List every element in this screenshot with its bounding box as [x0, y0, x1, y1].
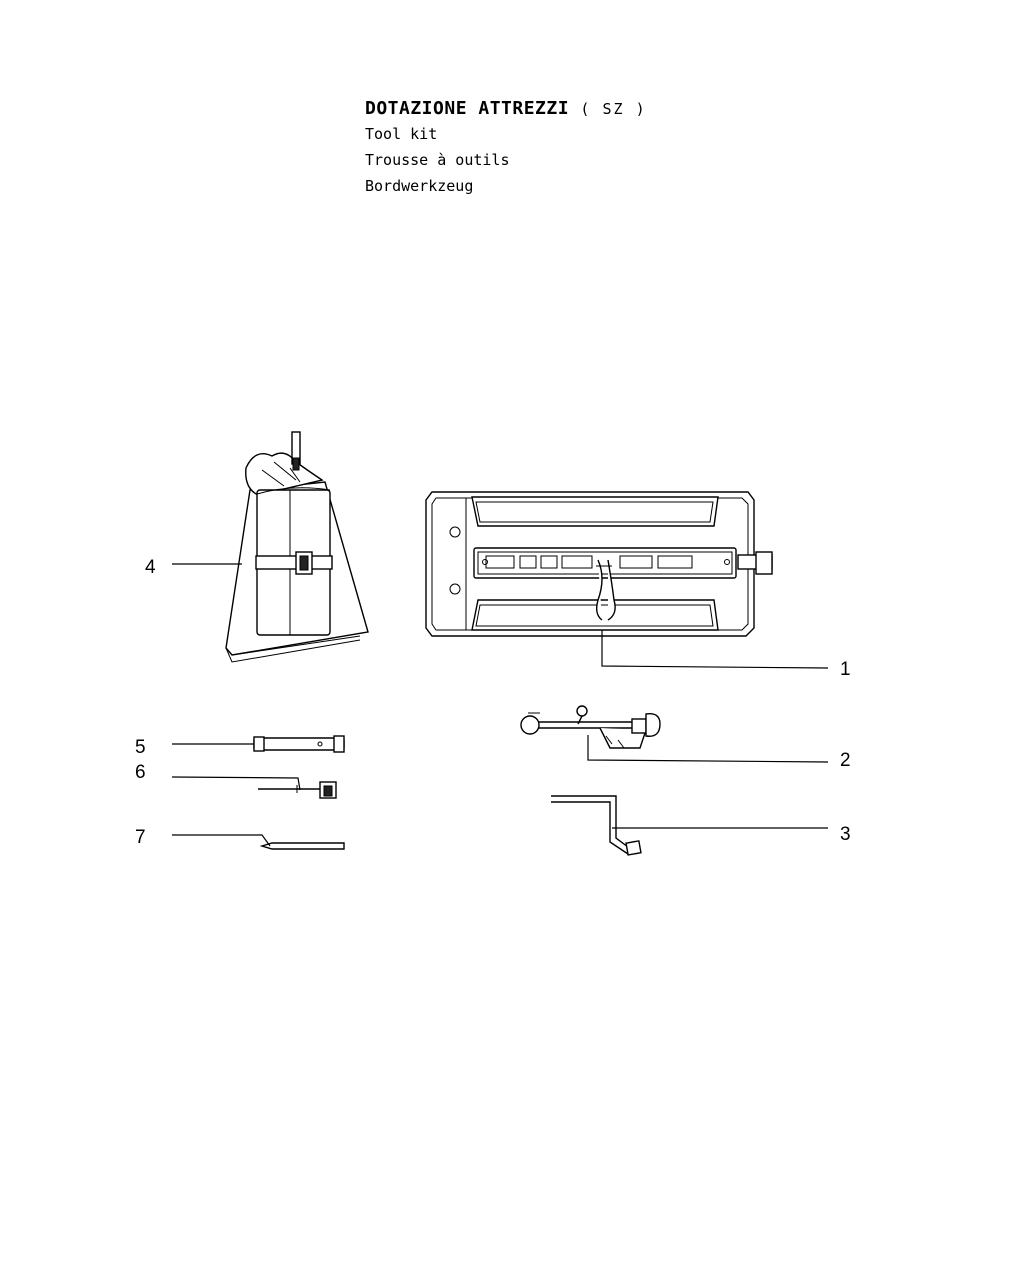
- car-jack-illustration: [521, 706, 660, 748]
- box-wrench-illustration: [254, 736, 344, 752]
- crank-handle-illustration: [551, 796, 641, 855]
- callout-6: 6: [135, 762, 146, 783]
- callout-4: 4: [145, 557, 156, 578]
- title-variant: ( SZ ): [580, 100, 647, 118]
- callout-2: 2: [840, 750, 851, 771]
- title-german: Bordwerkzeug: [365, 177, 474, 195]
- title-english: Tool kit: [365, 125, 438, 143]
- callout-1: 1: [840, 659, 851, 680]
- callout-5: 5: [135, 737, 146, 758]
- callout-3: 3: [840, 824, 851, 845]
- tool-bag-illustration: [226, 432, 368, 662]
- tool-roll-illustration: [426, 492, 772, 636]
- title-main-text: DOTAZIONE ATTREZZI: [365, 98, 570, 119]
- plug-wrench-illustration: [258, 782, 336, 798]
- flat-lever-illustration: [262, 843, 344, 849]
- callout-7: 7: [135, 827, 146, 848]
- title-french: Trousse à outils: [365, 151, 510, 169]
